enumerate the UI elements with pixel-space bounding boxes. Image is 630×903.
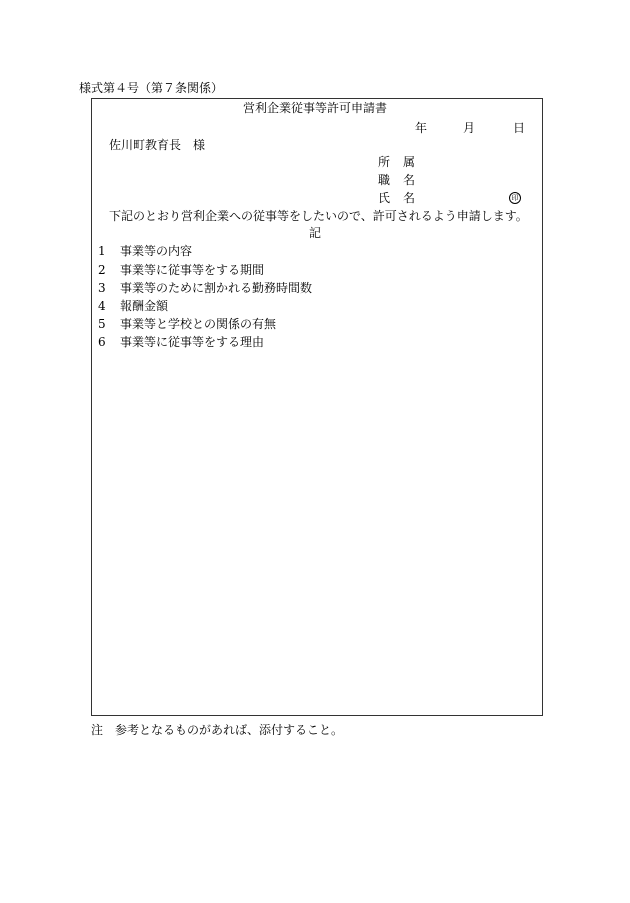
item-number: 6 [98,335,106,349]
position-label: 職名 [378,173,429,187]
date-day-label: 日 [513,121,526,135]
list-item [98,300,168,312]
item-label: 事業等のために割かれる勤務時間数 [120,281,313,295]
item-label: 報酬金額 [120,299,169,313]
item-label: 事業等に従事等をする理由 [120,335,265,349]
seal-icon: 印 [509,192,521,204]
item-label: 事業等に従事等をする期間 [120,263,265,277]
name-label: 氏名 [378,191,429,205]
list-item [98,264,264,276]
date-month-label: 月 [463,121,476,135]
affiliation-label: 所属 [378,155,429,169]
footnote: 注 参考となるものがあれば、添付すること。 [91,723,344,737]
application-form-box [91,98,543,716]
item-number: 5 [98,317,106,331]
item-label: 事業等と学校との関係の有無 [120,317,277,331]
list-item [98,318,276,330]
item-number: 4 [98,299,106,313]
request-body-text: 下記のとおり営利企業への従事等をしたいので、許可されるよう申請します。 [109,209,528,223]
item-label: 事業等の内容 [120,244,193,258]
item-number: 2 [98,263,106,277]
item-number: 3 [98,281,106,295]
list-item [98,336,264,348]
form-number: 様式第４号（第７条関係） [79,81,224,95]
date-year-label: 年 [415,121,428,135]
list-item [98,282,312,294]
ki-heading: 記 [308,226,321,240]
document-title: 営利企業従事等許可申請書 [242,101,387,115]
addressee: 佐川町教育長 様 [109,138,206,152]
list-item [98,245,192,257]
item-number: 1 [98,244,106,258]
